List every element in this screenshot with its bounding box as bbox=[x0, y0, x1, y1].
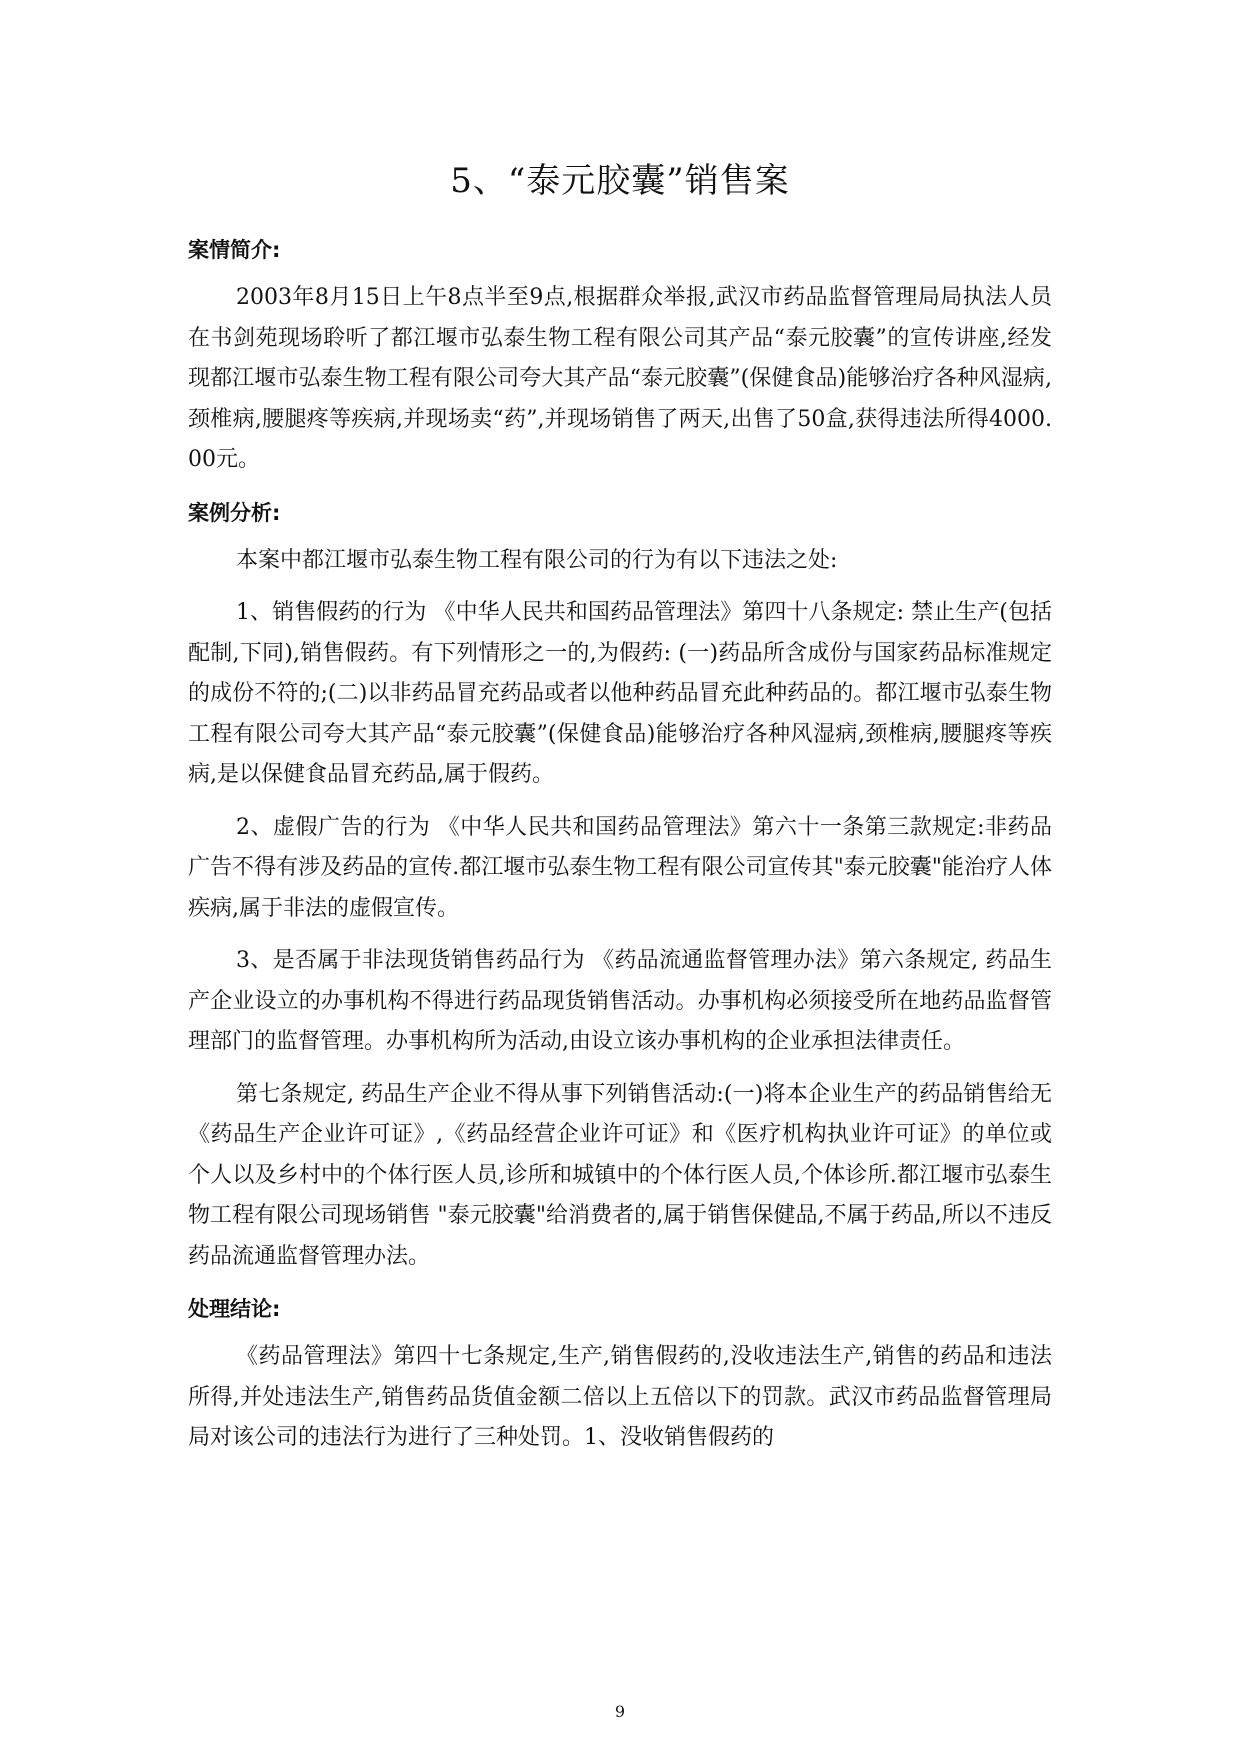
document-body bbox=[188, 230, 1052, 1471]
paragraph: 本案中都江堰市弘泰生物工程有限公司的行为有以下违法之处: bbox=[236, 547, 838, 573]
paragraph: 2003年8月15日上午8点半至9点,根据群众举报,武汉市药品监督管理局局执法人员在书剑苑现场聆听了都江堰市弘泰生物工程有限公司其产品“泰元胶囊”的宣传讲座,经发现都江堰市弘泰生物工程有限公司夸大其产品“泰元胶囊”(保健食品)能够治疗各种风湿病,颈椎病,腰腿疼等疾病,并现场卖“药”,并现场销售了两天,出售了50盒,获得违法所得4000.00元。 bbox=[188, 285, 1052, 472]
paragraph: 《药品管理法》第四十七条规定,生产,销售假药的,没收违法生产,销售的药品和违法所得,并处违法生产,销售药品货值金额二倍以上五倍以下的罚款。武汉市药品监督管理局局对该公司的违法行为进行了三种处罚。1、没收销售假药的 bbox=[188, 1344, 1052, 1450]
paragraph: 第七条规定, 药品生产企业不得从事下列销售活动:(一)将本企业生产的药品销售给无《药品生产企业许可证》,《药品经营企业许可证》和《医疗机构执业许可证》的单位或个人以及乡村中的个体行医人员,诊所和城镇中的个体行医人员,个体诊所.都江堰市弘泰生物工程有限公司现场销售 "泰元胶囊"给消费者的,属于销售保健品,不属于药品,所以不违反药品流通监督管理办法。 bbox=[188, 1081, 1052, 1269]
section-heading-analysis: 案例分析: bbox=[188, 500, 281, 525]
page-number: 9 bbox=[614, 1702, 626, 1721]
section-heading-intro: 案情简介: bbox=[188, 238, 281, 262]
paragraph: 2、虚假广告的行为 《中华人民共和国药品管理法》第六十一条第三款规定:非药品广告不得有涉及药品的宣传.都江堰市弘泰生物工程有限公司宣传其"泰元胶囊"能治疗人体疾病,属于非法的虚假宣传。 bbox=[188, 814, 1052, 921]
section-heading-conclusion: 处理结论: bbox=[188, 1297, 281, 1321]
paragraph: 3、是否属于非法现货销售药品行为 《药品流通监督管理办法》第六条规定, 药品生产企业设立的办事机构不得进行药品现货销售活动。办事机构必须接受所在地药品监督管理部门的监督管理。办事机构所为活动,由设立该办事机构的企业承担法律责任。 bbox=[188, 948, 1052, 1054]
document-title: 5、“泰元胶囊”销售案 bbox=[450, 161, 790, 201]
paragraph: 1、销售假药的行为 《中华人民共和国药品管理法》第四十八条规定: 禁止生产(包括配制,下同),销售假药。有下列情形之一的,为假药: (一)药品所含成份与国家药品标准规定的成份不符的;(二)以非药品冒充药品或者以他种药品冒充此种药品的。都江堰市弘泰生物工程有限公司夸大其产品“泰元胶囊”(保健食品)能够治疗各种风湿病,颈椎病,腰腿疼等疾病,是以保健食品冒充药品,属于假药。 bbox=[188, 600, 1052, 787]
